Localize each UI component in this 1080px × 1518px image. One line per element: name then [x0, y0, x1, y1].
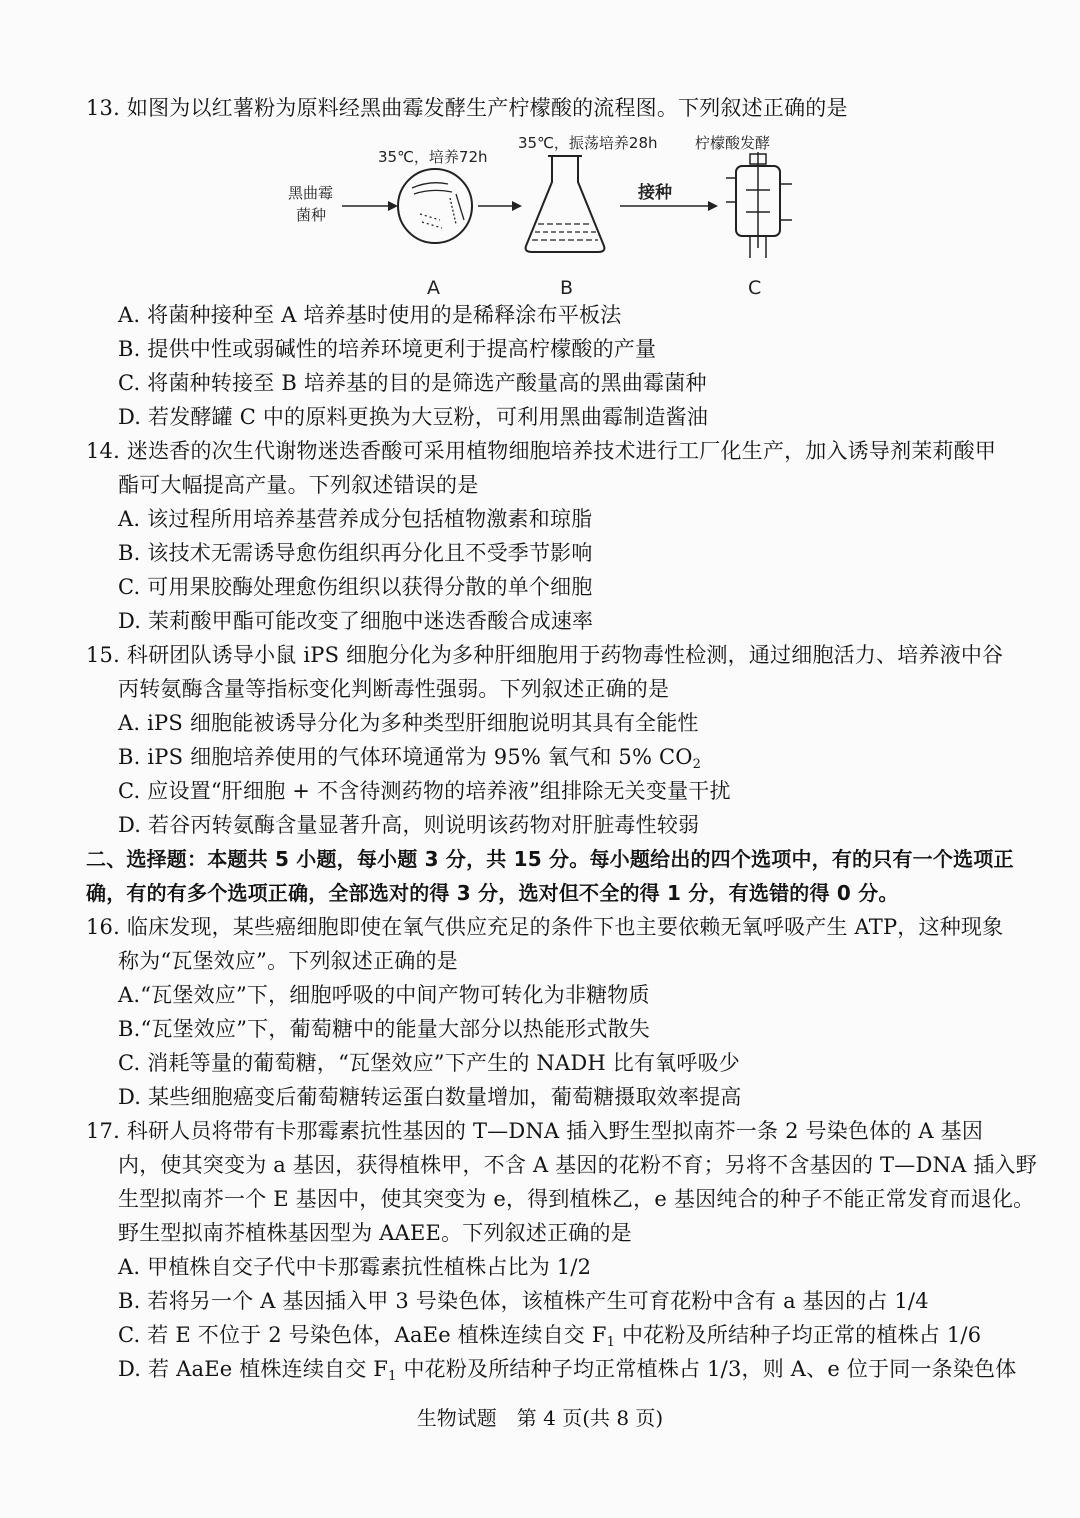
q17-option-d-subscript: 1 [388, 1369, 397, 1384]
q16-option-d: D. 某些细胞癌变后葡萄糖转运蛋白数量增加，葡萄糖摄取效率提高 [118, 1085, 742, 1109]
q13-caption-c: C [748, 277, 762, 299]
q15-option-b [118, 743, 701, 779]
q14-stem-line1: 14. 迷迭香的次生代谢物迷迭香酸可采用植物细胞培养技术进行工厂化生产，加入诱导剂茉莉酸甲 [86, 439, 997, 463]
q17-option-c-text: C. 若 E 不位于 2 号染色体，AaEe 植株连续自交 F [118, 1323, 607, 1347]
q16-stem-line1: 16. 临床发现，某些癌细胞即使在氧气供应充足的条件下也主要依赖无氧呼吸产生 ATP，这种现象 [86, 915, 1004, 939]
q13-option-a: A. 将菌种接种至 A 培养基时使用的是稀释涂布平板法 [118, 303, 622, 327]
footer-subject: 生物试题 [416, 1406, 497, 1430]
q17-option-a: A. 甲植株自交子代中卡那霉素抗性植株占比为 1/2 [118, 1255, 592, 1279]
q13-label-b-condition: 35℃，振荡培养28h [518, 134, 658, 152]
q13-source-line1: 黑曲霉 [288, 184, 334, 202]
fermenter-icon [726, 152, 792, 258]
q15-option-b-subscript: 2 [692, 757, 702, 772]
q16-stem-line2: 称为“瓦堡效应”。下列叙述正确的是 [118, 949, 458, 973]
q16-option-b: B.“瓦堡效应”下，葡萄糖中的能量大部分以热能形式散失 [118, 1017, 650, 1041]
q13-source-line2: 菌种 [296, 206, 327, 224]
q17-stem-line2: 内，使其突变为 a 基因，获得植株甲，不含 A 基因的花粉不育；另将不含基因的 T—DNA 插入野 [118, 1153, 1037, 1177]
q17-option-b: B. 若将另一个 A 基因插入甲 3 号染色体，该植株产生可育花粉中含有 a 基因的占 1/4 [118, 1289, 929, 1313]
q13-option-d: D. 若发酵罐 C 中的原料更换为大豆粉，可利用黑曲霉制造酱油 [118, 405, 709, 429]
q14-option-c: C. 可用果胶酶处理愈伤组织以获得分散的单个细胞 [118, 575, 593, 599]
q17-stem-line4: 野生型拟南芥植株基因型为 AAEE。下列叙述正确的是 [118, 1221, 632, 1245]
q16-option-a: A.“瓦堡效应”下，细胞呼吸的中间产物可转化为非糖物质 [118, 983, 650, 1007]
q17-option-c-subscript: 1 [606, 1335, 616, 1350]
q13-label-c-title: 柠檬酸发酵 [695, 134, 771, 152]
section2-instructions-line1: 二、选择题：本题共 5 小题，每小题 3 分，共 15 分。每小题给出的四个选项中，有的只有一个选项正 [86, 847, 1014, 871]
q17-option-c [118, 1321, 981, 1357]
q17-option-c-text-end: 中花粉及所结种子均正常的植株占 1/6 [615, 1323, 982, 1347]
footer-page-number: 第 4 页(共 8 页) [516, 1406, 664, 1430]
q15-stem-line1: 15. 科研团队诱导小鼠 iPS 细胞分化为多种肝细胞用于药物毒性检测，通过细胞活力、培养液中谷 [86, 643, 1004, 667]
q13-flow-diagram [280, 128, 800, 300]
q16-option-c: C. 消耗等量的葡萄糖，“瓦堡效应”下产生的 NADH 比有氧呼吸少 [118, 1051, 740, 1075]
q17-option-d-text-end: 中花粉及所结种子均正常植株占 1/3，则 A、e 位于同一条染色体 [396, 1357, 1017, 1381]
q13-caption-b: B [560, 277, 574, 299]
q13-label-a-condition: 35℃，培养72h [378, 148, 488, 166]
q14-option-a: A. 该过程所用培养基营养成分包括植物激素和琼脂 [118, 507, 593, 531]
q13-option-b: B. 提供中性或弱碱性的培养环境更利于提高柠檬酸的产量 [118, 337, 657, 361]
q17-option-d-text: D. 若 AaEe 植株连续自交 F [118, 1357, 389, 1381]
section2-instructions-line2: 确，有的有多个选项正确，全部选对的得 3 分，选对但不全的得 1 分，有选错的得 0 分。 [86, 881, 899, 905]
q17-option-d [118, 1355, 1016, 1391]
q14-option-d: D. 茉莉酸甲酯可能改变了细胞中迷迭香酸合成速率 [118, 609, 594, 633]
q14-option-b: B. 该技术无需诱导愈伤组织再分化且不受季节影响 [118, 541, 593, 565]
q13-caption-a: A [427, 277, 440, 299]
q15-option-c: C. 应设置“肝细胞 + 不含待测药物的培养液”组排除无关变量干扰 [118, 779, 731, 803]
q17-stem-line3: 生型拟南芥一个 E 基因中，使其突变为 e，得到植株乙，e 基因纯合的种子不能正常发育而退化。 [118, 1187, 1035, 1211]
q17-stem-line1: 17. 科研人员将带有卡那霉素抗性基因的 T—DNA 插入野生型拟南芥一条 2 号染色体的 A 基因 [86, 1119, 984, 1143]
q15-option-b-text: B. iPS 细胞培养使用的气体环境通常为 95% 氧气和 5% CO [118, 745, 693, 769]
q15-option-a: A. iPS 细胞能被诱导分化为多种类型肝细胞说明其具有全能性 [118, 711, 699, 735]
q13-arrow-label: 接种 [638, 183, 672, 203]
petri-dish-icon [398, 169, 472, 243]
q14-stem-line2: 酯可大幅提高产量。下列叙述错误的是 [118, 473, 479, 497]
flask-icon [526, 156, 605, 252]
q13-option-c: C. 将菌种转接至 B 培养基的目的是筛选产酸量高的黑曲霉菌种 [118, 371, 707, 395]
q15-stem-line2: 丙转氨酶含量等指标变化判断毒性强弱。下列叙述正确的是 [118, 677, 670, 701]
page-footer [0, 1402, 1080, 1431]
q15-option-d: D. 若谷丙转氨酶含量显著升高，则说明该药物对肝脏毒性较弱 [118, 813, 700, 837]
q13-stem: 13. 如图为以红薯粉为原料经黑曲霉发酵生产柠檬酸的流程图。下列叙述正确的是 [86, 96, 848, 120]
